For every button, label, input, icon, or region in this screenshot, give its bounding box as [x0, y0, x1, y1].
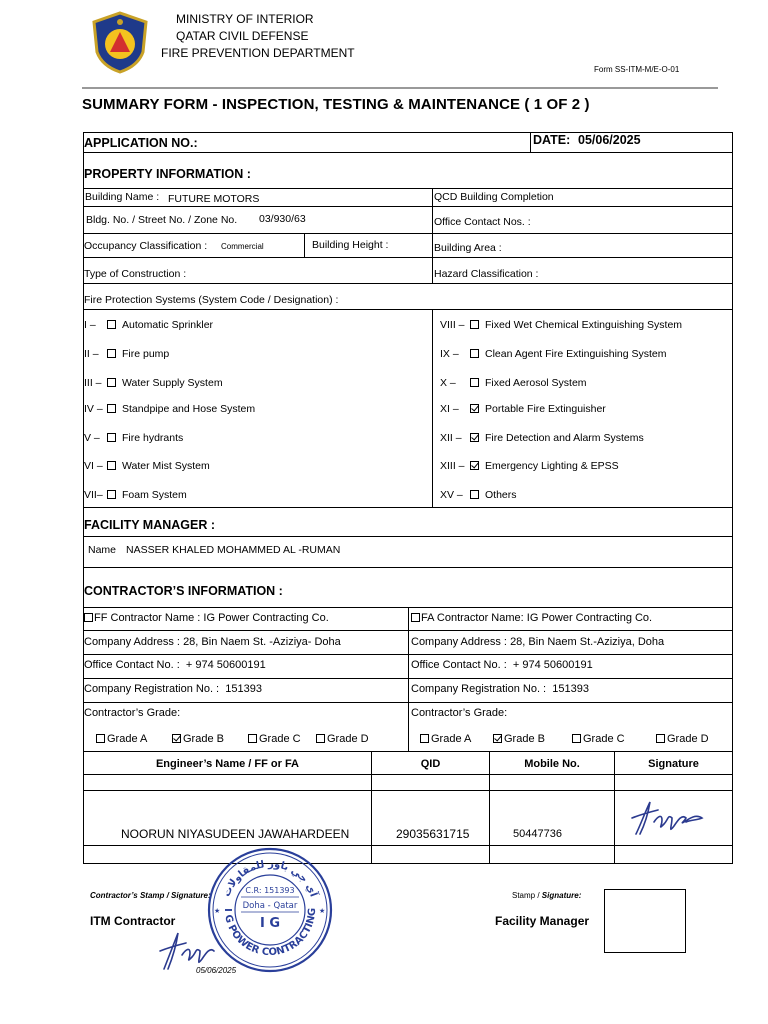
engineer-signature [628, 796, 708, 845]
svg-text:★: ★ [214, 908, 221, 915]
occupancy-value: Commercial [221, 242, 264, 251]
engineer-qid: 29035631715 [396, 827, 470, 841]
fire-protection-label: Fire Protection Systems (System Code / Designation) : [84, 294, 339, 306]
system-code: V – [84, 432, 100, 444]
system-checkbox[interactable] [107, 349, 116, 358]
itm-contractor-label: ITM Contractor [90, 914, 176, 928]
system-item [440, 403, 606, 415]
form-number: Form SS-ITM-M/E-O-01 [594, 65, 680, 74]
system-item [84, 377, 223, 389]
system-checkbox[interactable] [107, 378, 116, 387]
system-label: Standpipe and Hose System [122, 403, 256, 415]
system-label: Portable Fire Extinguisher [485, 403, 606, 415]
ff-contractor-checkbox[interactable] [84, 613, 93, 622]
system-checkbox[interactable] [470, 349, 479, 358]
system-label: Fixed Wet Chemical Extinguishing System [485, 319, 683, 331]
grade-label: Grade D [327, 733, 369, 745]
fm-name-label: Name [88, 544, 117, 556]
system-code: II – [84, 348, 99, 360]
system-item [440, 348, 667, 360]
signature-date: 05/06/2025 [196, 966, 237, 975]
system-checkbox[interactable] [470, 320, 479, 329]
date-label: DATE: [533, 133, 571, 147]
grade-option [493, 733, 545, 745]
ff-address: Company Address : 28, Bin Naem St. -Aziziya- Doha [84, 636, 341, 648]
application-no-label: APPLICATION NO.: [84, 136, 198, 150]
system-item [440, 432, 644, 444]
hazard-label: Hazard Classification : [434, 268, 539, 280]
facility-stamp-box [604, 889, 686, 953]
th-mobile: Mobile No. [524, 758, 580, 770]
system-label: Emergency Lighting & EPSS [485, 460, 619, 472]
bldg-no-value: 03/930/63 [259, 213, 306, 225]
department-line: FIRE PREVENTION DEPARTMENT [161, 46, 355, 60]
fa-address: Company Address : 28, Bin Naem St.-Aziziya, Doha [411, 636, 665, 648]
grade-label: Grade D [667, 733, 709, 745]
system-item [440, 319, 682, 331]
ff-registration: Company Registration No. : 151393 [84, 683, 262, 695]
system-code: IX – [440, 348, 459, 360]
system-code: I – [84, 319, 96, 331]
civil-defense-line: QATAR CIVIL DEFENSE [176, 29, 309, 43]
fa-contractor-row [411, 612, 652, 624]
grade-checkbox[interactable] [420, 734, 429, 743]
ff-name-label: FF Contractor Name : [94, 612, 201, 624]
system-checkbox[interactable] [470, 404, 479, 413]
system-checkbox[interactable] [470, 433, 479, 442]
system-code: IV – [84, 403, 103, 415]
grade-checkbox[interactable] [96, 734, 105, 743]
system-checkbox[interactable] [470, 378, 479, 387]
system-code: X – [440, 377, 456, 389]
grade-option [656, 733, 709, 745]
system-label: Clean Agent Fire Extinguishing System [485, 348, 667, 360]
grade-option [316, 733, 369, 745]
grade-label: Grade C [583, 733, 625, 745]
company-stamp [205, 845, 335, 975]
system-label: Water Mist System [122, 460, 210, 472]
grade-option [172, 733, 224, 745]
grade-label: Grade A [431, 733, 472, 745]
building-name-label: Building Name : [85, 191, 160, 203]
system-label: Others [485, 489, 517, 501]
system-checkbox[interactable] [107, 320, 116, 329]
system-item [84, 489, 187, 501]
building-height-label: Building Height : [312, 239, 389, 251]
system-item [84, 348, 169, 360]
system-checkbox[interactable] [107, 461, 116, 470]
engineer-mobile: 50447736 [513, 828, 562, 840]
civil-defense-logo [88, 10, 152, 74]
grade-checkbox[interactable] [493, 734, 502, 743]
svg-text:★: ★ [319, 908, 326, 915]
date-value: 05/06/2025 [578, 133, 641, 147]
construction-label: Type of Construction : [84, 268, 187, 280]
system-checkbox[interactable] [107, 490, 116, 499]
header-rule [82, 87, 718, 89]
stamp-ring-text: I G POWER CONTRACTING [221, 907, 319, 959]
contractor-stamp-label: Contractor’s Stamp / Signature: [90, 891, 211, 900]
grade-label: Grade C [259, 733, 301, 745]
stamp-city: Doha - Qatar [242, 901, 298, 911]
property-heading: PROPERTY INFORMATION : [84, 167, 251, 181]
engineer-name: NOORUN NIYASUDEEN JAWAHARDEEN [121, 827, 350, 841]
system-code: XIII – [440, 460, 465, 472]
grade-option [572, 733, 625, 745]
facility-manager-heading: FACILITY MANAGER : [84, 518, 216, 532]
system-checkbox[interactable] [107, 433, 116, 442]
fa-registration: Company Registration No. : 151393 [411, 683, 589, 695]
system-item [84, 460, 210, 472]
system-code: XI – [440, 403, 459, 415]
grade-option [248, 733, 301, 745]
grade-checkbox[interactable] [172, 734, 181, 743]
grade-option [96, 733, 147, 745]
stamp-arabic-text: آي جي باور للمقاولات [221, 858, 319, 899]
grade-checkbox[interactable] [572, 734, 581, 743]
ministry-line: MINISTRY OF INTERIOR [176, 12, 314, 26]
grade-label: Grade A [107, 733, 148, 745]
system-label: Water Supply System [122, 377, 223, 389]
fa-name-value: IG Power Contracting Co. [526, 612, 653, 624]
grade-checkbox[interactable] [316, 734, 325, 743]
ff-contact: Office Contact No. : + 974 50600191 [84, 659, 266, 671]
system-item [84, 403, 255, 415]
system-label: Fire hydrants [122, 432, 184, 444]
qcd-label: QCD Building Completion [434, 191, 554, 203]
system-item [84, 319, 213, 331]
stamp-initials: I G [259, 916, 281, 931]
system-label: Foam System [122, 489, 187, 501]
grade-checkbox[interactable] [248, 734, 257, 743]
system-checkbox[interactable] [470, 461, 479, 470]
system-label: Automatic Sprinkler [122, 319, 214, 331]
occupancy-label: Occupancy Classification : [84, 240, 208, 252]
fa-grade-label: Contractor’s Grade: [411, 707, 508, 719]
th-signature: Signature [648, 758, 699, 770]
fa-name-label: FA Contractor Name: [421, 612, 524, 624]
facility-manager-label: Facility Manager [495, 914, 590, 928]
system-checkbox[interactable] [107, 404, 116, 413]
system-code: XII – [440, 432, 462, 444]
building-area-label: Building Area : [434, 242, 502, 254]
system-code: VIII – [440, 319, 465, 331]
office-contact-label: Office Contact Nos. : [434, 216, 531, 228]
system-code: III – [84, 377, 102, 389]
ff-grade-label: Contractor’s Grade: [84, 707, 181, 719]
grade-label: Grade B [504, 733, 545, 745]
system-code: VI – [84, 460, 103, 472]
system-label: Fire Detection and Alarm Systems [485, 432, 644, 444]
stamp-cr: C.R: 151393 [245, 886, 295, 895]
ff-name-value: IG Power Contracting Co. [203, 612, 329, 624]
bldg-no-label: Bldg. No. / Street No. / Zone No. [86, 214, 238, 226]
system-checkbox[interactable] [470, 490, 479, 499]
building-name-value: FUTURE MOTORS [168, 193, 260, 205]
ff-contractor-row [84, 612, 329, 624]
system-item [440, 489, 517, 501]
system-label: Fixed Aerosol System [485, 377, 587, 389]
system-code: VII– [84, 489, 103, 501]
grade-option [420, 733, 471, 745]
th-qid: QID [420, 758, 441, 770]
system-code: XV – [440, 489, 463, 501]
th-engineer-name: Engineer’s Name / FF or FA [155, 758, 300, 770]
fm-name-value: NASSER KHALED MOHAMMED AL -RUMAN [126, 544, 341, 556]
system-item [440, 377, 587, 389]
system-item [84, 432, 183, 444]
fa-contact: Office Contact No. : + 974 50600191 [411, 659, 593, 671]
contractor-heading: CONTRACTOR’S INFORMATION : [84, 584, 283, 598]
grade-label: Grade B [183, 733, 224, 745]
form-title: SUMMARY FORM - INSPECTION, TESTING & MAINTENANCE ( 1 OF 2 ) [82, 96, 590, 113]
facility-stamp-label: Stamp / Signature: [512, 891, 582, 900]
system-item [440, 460, 619, 472]
grade-checkbox[interactable] [656, 734, 665, 743]
system-label: Fire pump [122, 348, 170, 360]
fa-contractor-checkbox[interactable] [411, 613, 420, 622]
